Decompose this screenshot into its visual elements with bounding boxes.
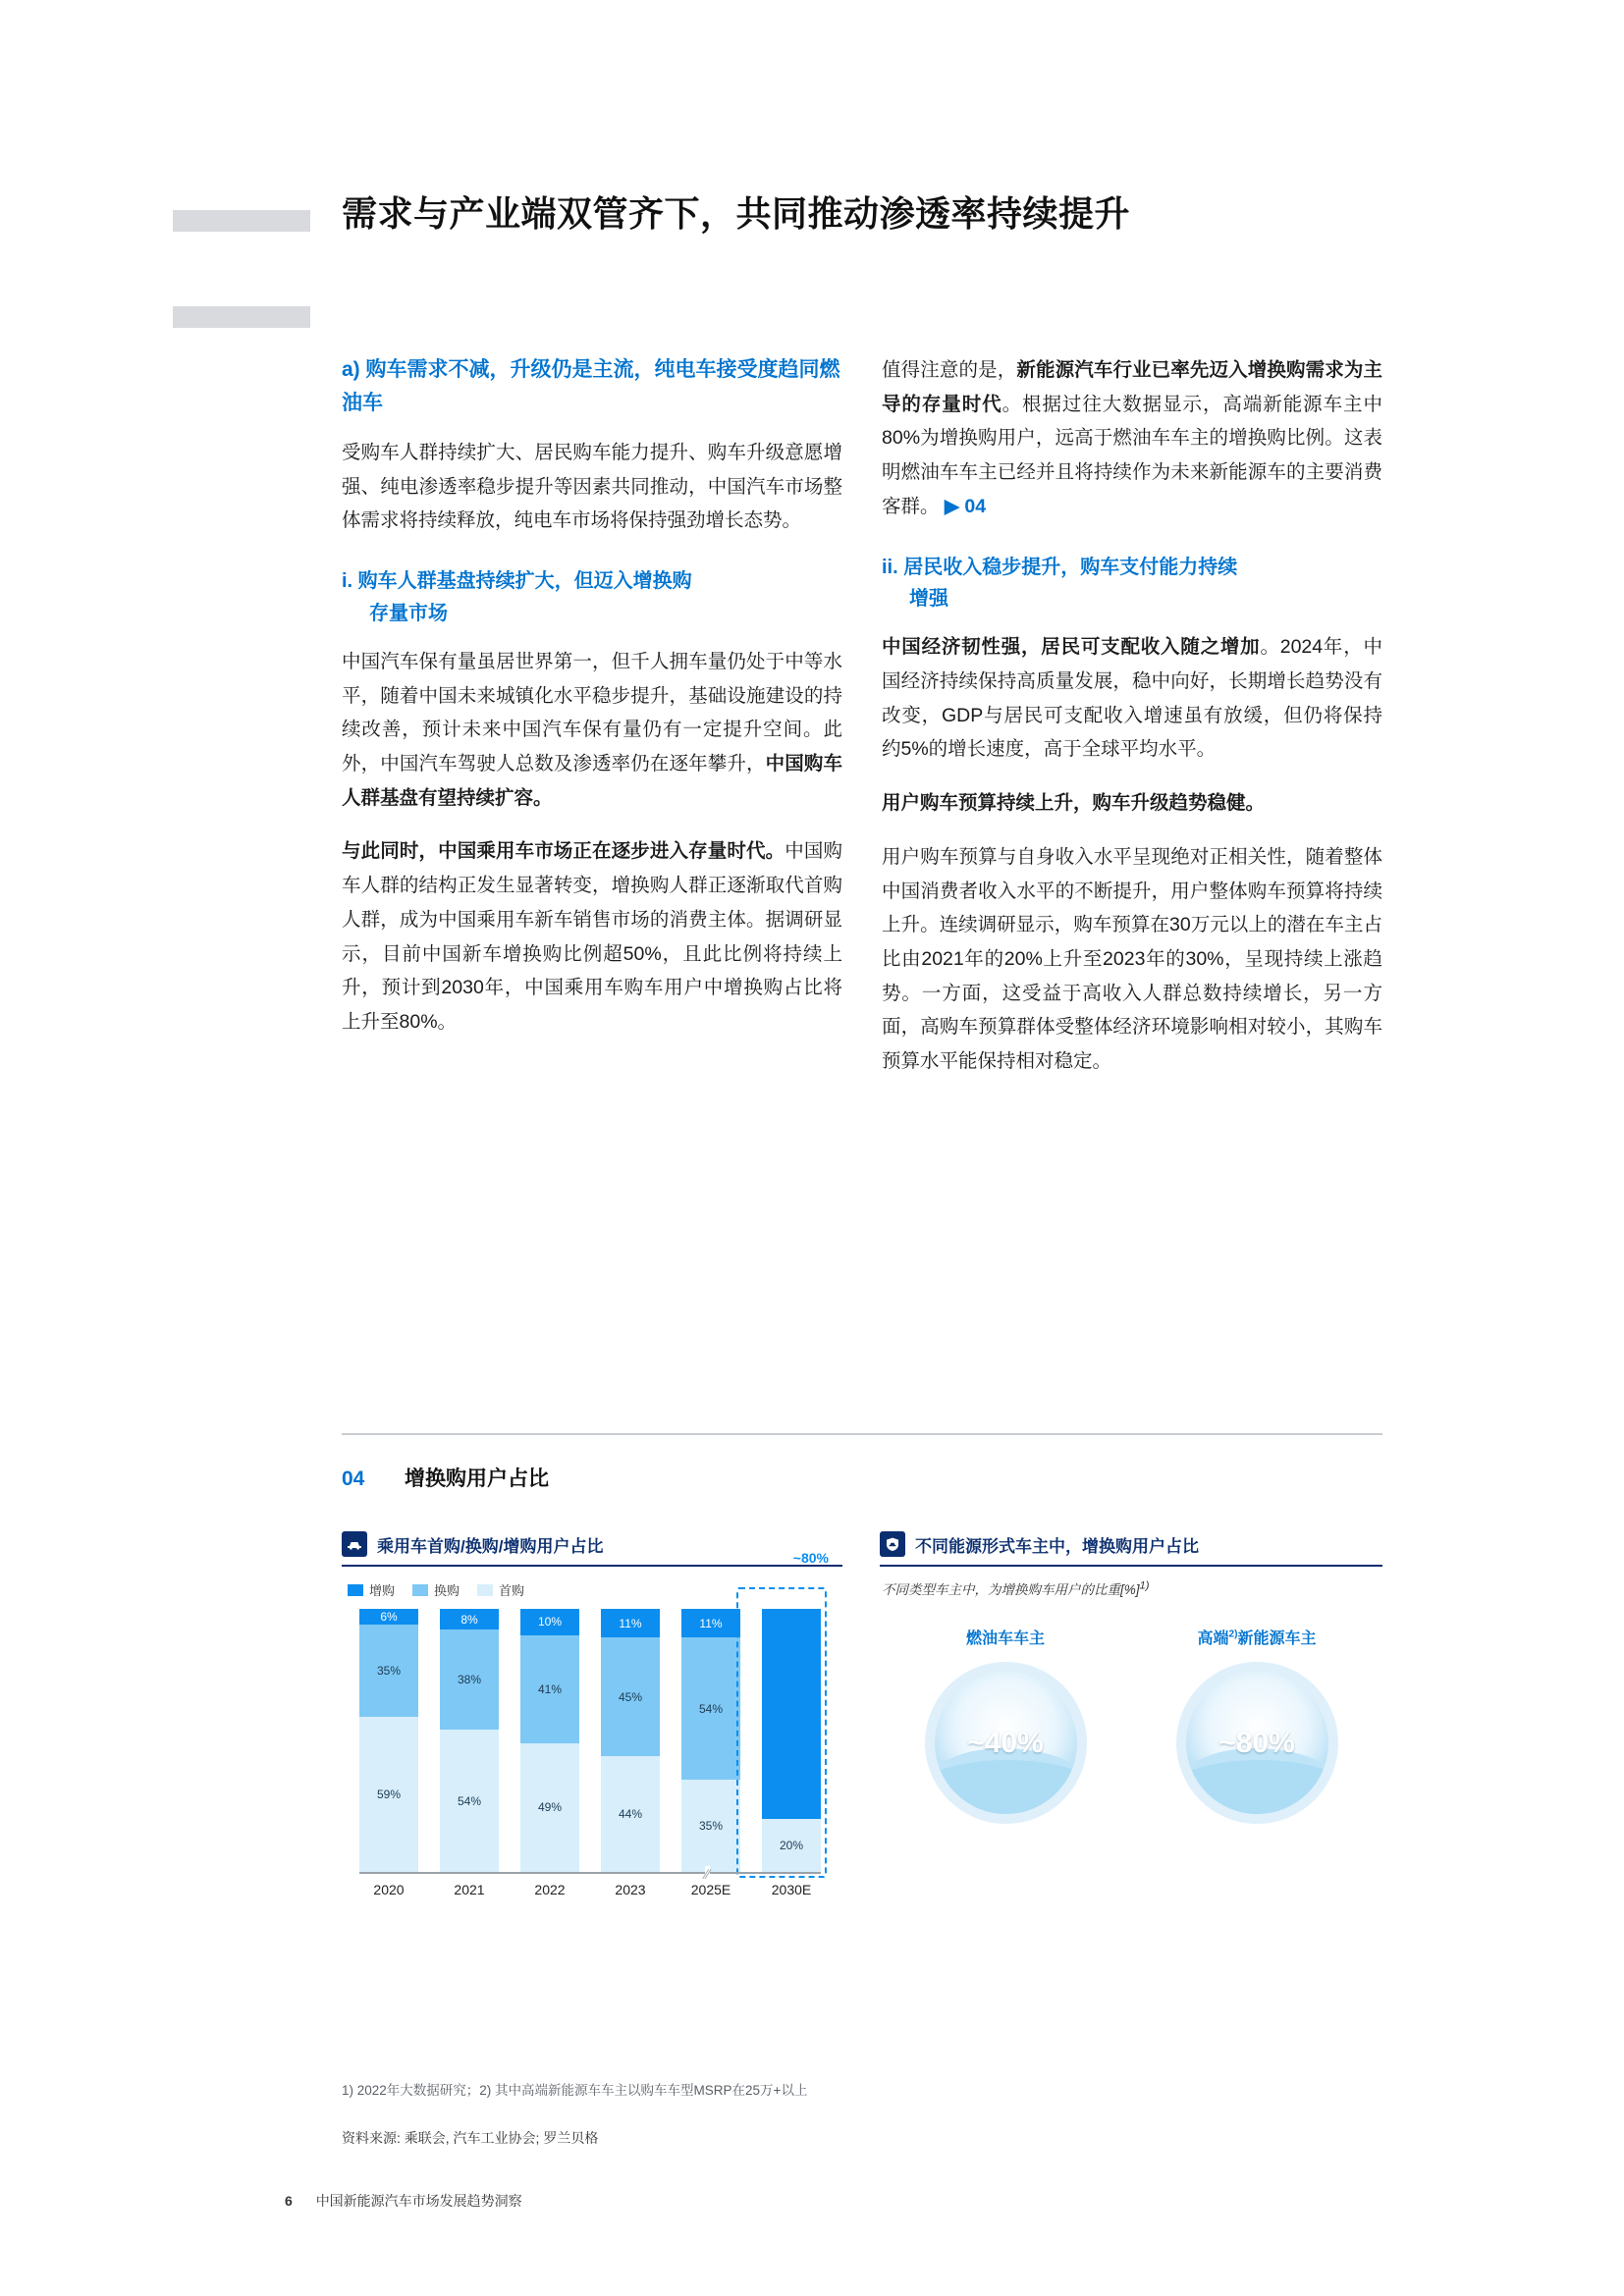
donut-wave-front-nev — [1176, 1760, 1338, 1814]
donut-group — [880, 1626, 1382, 1824]
page-number: 6 — [285, 2193, 293, 2209]
paragraph-demand-intro: 受购车人群持续扩大、居民购车能力提升、购车升级意愿增强、纯电渗透率稳步提升等因素共同推动，中国汽车市场整体需求将持续释放，纯电车市场将保持强劲增长态势。 — [342, 442, 842, 532]
bar-segment-shougou-2023 — [601, 1756, 660, 1872]
bar-column-2023 — [601, 1609, 660, 1872]
chart-panel-donuts — [880, 1531, 1382, 1824]
bar-label-zenggou-2023: 11% — [619, 1616, 642, 1630]
legend-item-huangou — [412, 1580, 460, 1599]
axis-break-icon: ∕∕ — [705, 1866, 710, 1882]
bar-column-2021 — [440, 1609, 499, 1872]
x-label-2020: 2020 — [373, 1882, 405, 1897]
heading-subsection-i-line2: 存量市场 — [369, 602, 448, 624]
paragraph-budget-bold: 用户购车预算持续上升，购车升级趋势稳健。 — [882, 792, 1266, 815]
paragraph-budget-heading — [882, 786, 1382, 821]
bar-segment-huangou-2020 — [359, 1625, 418, 1717]
exhibit-reference-04[interactable]: ▶ 04 — [944, 495, 987, 517]
bar-label-huangou-2025e: 54% — [698, 1701, 724, 1716]
legend-label-zenggou: 增购 — [369, 1583, 396, 1598]
x-label-2021: 2021 — [454, 1882, 485, 1897]
x-label-2030e: 2030E — [771, 1882, 812, 1897]
legend-label-huangou: 换购 — [434, 1583, 460, 1598]
bar-segment-zenggou-2025e — [681, 1609, 740, 1637]
page-footer — [285, 2191, 522, 2211]
paragraph-nev-stock-bold: 新能源汽车行业已率先迈入增换购需求为主导的存量时代 — [882, 359, 1382, 415]
bar-segment-zenggou-2020 — [359, 1609, 418, 1625]
right-column — [882, 353, 1382, 1098]
exhibit-footnote: 1) 2022年大数据研究；2) 其中高端新能源车车主以购车车型MSRP在25万+以上 — [342, 2083, 808, 2098]
chart-subtitle-superscript: 1) — [1139, 1579, 1150, 1592]
bar-label-shougou-2021: 54% — [457, 1793, 482, 1808]
paragraph-income — [882, 630, 1382, 767]
exhibit-title: 增换购用户占比 — [405, 1468, 549, 1490]
bar-column-2030e — [762, 1550, 829, 1872]
forecast-label: ~80% — [792, 1550, 829, 1566]
paragraph-stock-market-text: 中国购车人群的结构正发生显著转变，增换购人群正逐渐取代首购人群，成为中国乘用车新车销售市场的消费主体。据调研显示，目前中国新车增换购比例超50%，且此比例将持续上升，预计到2030年，中国乘用车购车用户中增换购占比将上升至80%。 — [342, 840, 842, 1033]
donut-caption-nev-tail: 新能源车主 — [1237, 1630, 1317, 1647]
exhibit-header — [342, 1463, 1382, 1492]
bar-label-huangou-2022: 41% — [537, 1682, 563, 1696]
heading-subsection-ii-line1: ii. 居民收入稳步提升，购车支付能力持续 — [882, 556, 1238, 578]
bar-label-huangou-2020: 35% — [376, 1663, 402, 1678]
chart-panel-stacked-bars — [342, 1531, 842, 1897]
paragraph-ownership-bold: 中国购车人群基盘有望持续扩容。 — [342, 753, 842, 809]
donut-item-nev — [1149, 1626, 1365, 1824]
legend-item-zenggou — [348, 1580, 395, 1599]
legend-item-shougou — [477, 1580, 524, 1599]
legend-swatch-huangou — [412, 1584, 428, 1596]
bar-segment-huangou-2025e — [681, 1637, 740, 1780]
exhibit-number: 04 — [342, 1468, 365, 1490]
heading-subsection-i — [342, 565, 842, 629]
left-column — [342, 353, 842, 1059]
bar-column-2020 — [359, 1609, 418, 1872]
chart-subtitle-text: 不同类型车主中，为增换购车用户的比重[%] — [882, 1582, 1140, 1597]
bar-segment-huangou-2021 — [440, 1629, 499, 1730]
exhibit-chart-area — [342, 1531, 1382, 2061]
bar-column-2022 — [520, 1609, 579, 1872]
bar-label-shougou-2030e: 20% — [779, 1839, 804, 1853]
paragraph-income-text: 。2024年，中国经济持续保持高质量发展，稳中向好，长期增长趋势没有改变，GDP与居民可支配收入增速虽有放缓，但仍将保持约5%的增长速度，高于全球平均水平。 — [882, 636, 1382, 761]
donut-chart-ice — [925, 1662, 1087, 1824]
bar-segment-shougou-2025e — [681, 1780, 740, 1872]
paragraph-nev-stock-text1: 值得注意的是， — [882, 359, 1017, 381]
paragraph-nev-stock-text2: 。根据过往大数据显示，高端新能源车主中80%为增换购用户，远高于燃油车车主的增换购比例。这表明燃油车车主已经并且将持续作为未来新能源车的主要消费客群。 — [882, 393, 1382, 517]
bar-label-shougou-2020: 59% — [376, 1787, 402, 1801]
paragraph-stock-market-bold: 与此同时，中国乘用车市场正在逐步进入存量时代。 — [342, 840, 785, 863]
bar-segment-shougou-2022 — [520, 1743, 579, 1872]
x-label-2023: 2023 — [615, 1882, 646, 1897]
page-title: 需求与产业端双管齐下，共同推动渗透率持续提升 — [342, 193, 1131, 234]
bar-label-huangou-2021: 38% — [457, 1673, 482, 1687]
paragraph-income-bold: 中国经济韧性强，居民可支配收入随之增加 — [882, 636, 1261, 659]
paragraph-ownership-text: 中国汽车保有量虽居世界第一，但千人拥车量仍处于中等水平，随着中国未来城镇化水平稳步提升，基础设施建设的持续改善，预计未来中国汽车保有量仍有一定提升空间。此外，中国汽车驾驶人总数及渗透率仍在逐年攀升， — [342, 650, 842, 775]
bar-segment-huangou-2022 — [520, 1635, 579, 1743]
decorative-bar-second — [173, 306, 310, 328]
paragraph-budget-body: 用户购车预算与自身收入水平呈现绝对正相关性，随着整体中国消费者收入水平的不断提升，用户整体购车预算将持续上升。连续调研显示，购车预算在30万元以上的潜在车主占比由2021年的20%上升至2023年的30%，呈现持续上涨趋势。一方面，这受益于高收入人群总数持续增长，另一方面，高购车预算群体受整体经济环境影响相对较小，其购车预算水平能保持相对稳定。 — [882, 845, 1382, 1073]
chart-panel-title-right: 不同能源形式车主中，增换购用户占比 — [915, 1536, 1199, 1556]
car-badge-icon — [342, 1531, 367, 1557]
donut-chart-nev — [1176, 1662, 1338, 1824]
donut-caption-nev-prefix: 高端 — [1197, 1630, 1229, 1647]
donut-value-nev: ~80% — [1218, 1726, 1295, 1759]
bar-label-zenggou-2021: 8% — [460, 1612, 478, 1627]
heading-subsection-ii — [882, 552, 1382, 615]
decorative-bar-top — [173, 210, 310, 232]
bar-label-zenggou-2020: 6% — [380, 1610, 398, 1625]
donut-caption-nev-superscript: 2) — [1228, 1629, 1238, 1640]
legend-swatch-zenggou — [348, 1584, 363, 1596]
bar-segment-zenggou-2021 — [440, 1609, 499, 1629]
exhibit-source: 资料来源: 乘联会, 汽车工业协会; 罗兰贝格 — [342, 2130, 599, 2146]
paragraph-ownership — [342, 645, 842, 816]
bar-segment-shougou-2021 — [440, 1730, 499, 1872]
bar-segment-shougou-2020 — [359, 1717, 418, 1872]
bar-label-huangou-2023: 45% — [618, 1689, 643, 1704]
bar-segment-zenggou-2023 — [601, 1609, 660, 1637]
heading-subsection-ii-line2: 增强 — [909, 587, 948, 610]
exhibit-divider — [342, 1433, 1382, 1435]
bar-segment-zenggou-2022 — [520, 1609, 579, 1635]
donut-item-ice — [897, 1626, 1113, 1824]
footer-title: 中国新能源汽车市场发展趋势洞察 — [315, 2193, 522, 2209]
legend-swatch-shougou — [477, 1584, 493, 1596]
x-label-2025e: 2025E — [690, 1882, 731, 1897]
heading-subsection-i-line1: i. 购车人群基盘持续扩大，但迈入增换购 — [342, 570, 692, 593]
bar-label-shougou-2023: 44% — [618, 1807, 643, 1822]
chart-panel-header-right — [880, 1531, 1382, 1567]
bar-label-zenggou-2022: 10% — [537, 1615, 563, 1629]
bar-segment-huangou-2023 — [601, 1637, 660, 1756]
chart-panel-subtitle-right — [882, 1578, 1382, 1598]
bar-label-shougou-2022: 49% — [537, 1800, 563, 1815]
donut-wave-front-ice — [925, 1760, 1087, 1814]
heading-section-a: a) 购车需求不减，升级仍是主流，纯电车接受度趋同燃油车 — [342, 358, 840, 415]
forecast-highlight-box — [736, 1550, 829, 1878]
chart-panel-header-left — [342, 1531, 842, 1567]
chart-x-axis — [359, 1866, 821, 1882]
bar-column-2025e — [681, 1609, 740, 1872]
x-label-2022: 2022 — [534, 1882, 566, 1897]
chart-x-tick-labels — [359, 1882, 842, 1897]
car-shield-icon — [880, 1531, 905, 1557]
donut-caption-ice: 燃油车车主 — [965, 1630, 1045, 1647]
paragraph-stock-market — [342, 834, 842, 1039]
paragraph-nev-stock — [882, 353, 1382, 524]
donut-caption-nev — [1149, 1626, 1365, 1648]
donut-value-ice: ~40% — [967, 1726, 1044, 1759]
bar-label-shougou-2025e: 35% — [698, 1819, 724, 1834]
chart-panel-title-left: 乘用车首购/换购/增购用户占比 — [377, 1536, 604, 1556]
bar-label-zenggou-2025e: 11% — [699, 1616, 723, 1630]
legend-label-shougou: 首购 — [499, 1583, 525, 1598]
